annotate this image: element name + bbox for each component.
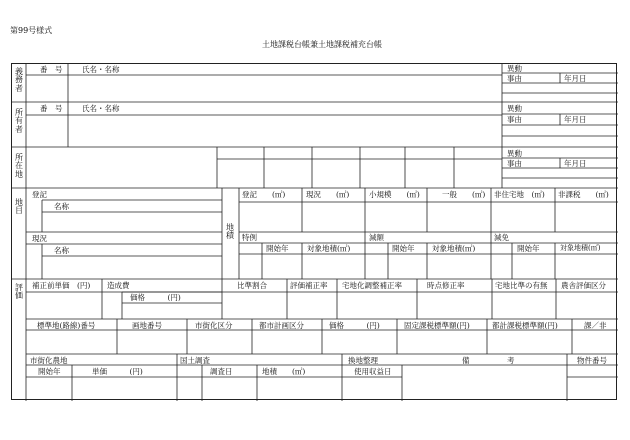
unit-price-label: 単価 (円) xyxy=(92,367,143,376)
farmland-eval-label: 農舎評価区分 xyxy=(561,281,606,290)
owner-change-label: 異動 xyxy=(507,104,522,113)
price-before-label: 補正前単価 (円) xyxy=(32,281,91,290)
obligor-number-label: 番 号 xyxy=(40,65,63,74)
use-profit-date-label: 使用収益日 xyxy=(354,367,392,376)
urban-start-year-label: 開始年 xyxy=(38,367,61,376)
form-grid xyxy=(12,64,618,401)
fixed-tax-std-label: 固定課税標準額(円) xyxy=(404,321,470,330)
eval-correction-label: 評価補正率 xyxy=(290,281,328,290)
urban-farmland-label: 市街化農地 xyxy=(30,356,68,365)
reduction-label: 減額 xyxy=(369,233,384,242)
area-small-scale-label: 小規模 (㎡) xyxy=(369,190,420,199)
location-reason-label: 事由 xyxy=(507,159,522,168)
price2-label: 価格 (円) xyxy=(329,321,380,330)
reduction-start-year-label: 開始年 xyxy=(392,244,415,253)
urban-class-label: 市街化区分 xyxy=(195,321,233,330)
owner-reason-label: 事由 xyxy=(507,115,522,124)
obligor-name-label: 氏名・名称 xyxy=(82,65,120,74)
area-general-label: 一般 (㎡) xyxy=(442,190,486,199)
urbanization-correction-label: 宅地化調整補正率 xyxy=(342,281,402,290)
development-cost-label: 造成費 xyxy=(107,281,130,290)
national-survey-label: 国土調査 xyxy=(180,356,210,365)
remarks-label: 備 考 xyxy=(462,356,515,365)
special-label: 特例 xyxy=(242,233,257,242)
area-non-residential-label: 非住宅地 (㎡) xyxy=(494,190,545,199)
property-no-label: 物件番号 xyxy=(577,356,607,365)
location-date-label: 年月日 xyxy=(564,159,587,168)
section-location: 所在地 xyxy=(15,153,23,179)
location-change-label: 異動 xyxy=(507,149,522,158)
price-label: 価格 (円) xyxy=(130,293,181,302)
obligor-date-label: 年月日 xyxy=(564,74,587,83)
category-current-name-label: 名称 xyxy=(54,246,69,255)
block-no-label: 画地番号 xyxy=(132,321,162,330)
category-registry-name-label: 名称 xyxy=(54,202,69,211)
form-title: 土地課税台帳兼土地課税補充台帳 xyxy=(262,40,382,49)
survey-date-label: 調査日 xyxy=(210,367,233,376)
area-non-taxable-label: 非課税 (㎡) xyxy=(558,190,609,199)
section-owner: 所有者 xyxy=(15,108,23,134)
obligor-reason-label: 事由 xyxy=(507,74,522,83)
form-number: 第99号様式 xyxy=(10,26,53,35)
area-current-label: 現況 (㎡) xyxy=(306,190,350,199)
exemption-label: 減免 xyxy=(494,233,509,242)
land-area-label: 地積 (㎡) xyxy=(262,367,306,376)
residential-ratio-flag-label: 宅地比準の有無 xyxy=(495,281,548,290)
section-land-category: 地目 xyxy=(15,198,23,216)
area-registry-label: 登記 (㎡) xyxy=(242,190,286,199)
special-start-year-label: 開始年 xyxy=(266,244,289,253)
owner-date-label: 年月日 xyxy=(564,115,587,124)
special-target-area-label: 対象地積(㎡) xyxy=(307,244,351,253)
land-tax-ledger-form xyxy=(11,63,617,400)
obligor-change-label: 異動 xyxy=(507,64,522,73)
section-obligor: 義務者 xyxy=(15,67,23,93)
owner-number-label: 番 号 xyxy=(40,104,63,113)
reduction-target-area-label: 対象地積(㎡) xyxy=(432,244,476,253)
city-plan-class-label: 都市計画区分 xyxy=(259,321,304,330)
exemption-target-area-label: 対象地積(㎡) xyxy=(560,244,601,252)
section-valuation: 評価 xyxy=(15,283,23,301)
city-plan-tax-std-label: 都計課税標準額(円) xyxy=(492,321,558,330)
rate-ratio-label: 比準割合 xyxy=(237,281,267,290)
exemption-start-year-label: 開始年 xyxy=(517,244,540,253)
category-current-label: 現況 xyxy=(32,234,47,243)
standard-road-label: 標準地(路線)番号 xyxy=(37,321,96,330)
owner-name-label: 氏名・名称 xyxy=(82,104,120,113)
land-readjust-label: 換地整理 xyxy=(348,356,378,365)
section-area: 地積 xyxy=(226,223,234,241)
category-registry-label: 登記 xyxy=(32,190,47,199)
tax-nontax-label: 課／非 xyxy=(584,321,607,330)
time-correction-label: 時点修正率 xyxy=(427,281,465,290)
